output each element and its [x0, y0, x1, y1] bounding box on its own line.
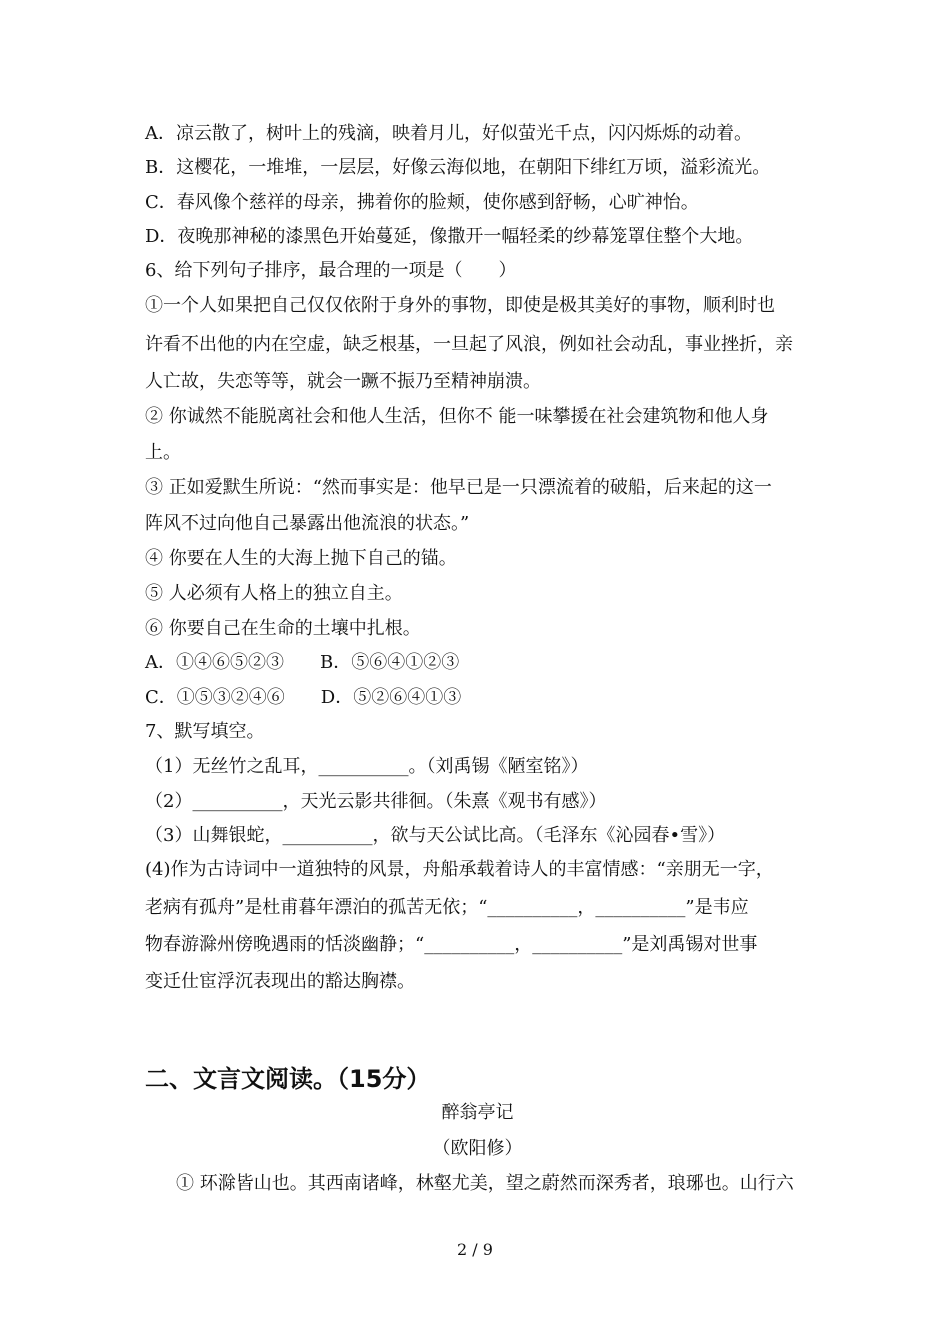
- essay-paragraph-1-line-1: ① 环滁皆山也。其西南诸峰，林壑尤美，望之蔚然而深秀者，琅琊也。山行六: [176, 1173, 794, 1194]
- q7-item-4-line-3: 物春游滁州傍晚遇雨的恬淡幽静；“__________，__________”是刘禹锡对世事: [145, 934, 758, 955]
- q7-item-4-line-2: 老病有孤舟”是杜甫暮年漂泊的孤苦无依；“__________，__________”是韦应: [145, 897, 749, 918]
- q6-options-cd: C．①⑤③②④⑥ D．⑤②⑥④①③: [145, 687, 462, 708]
- q6-sentence-3-line-1: ③ 正如爱默生所说：“然而事实是：他早已是一只漂流着的破船，后来起的这一: [145, 477, 772, 498]
- q6-sentence-6: ⑥ 你要自己在生命的土壤中扎根。: [145, 618, 421, 639]
- q6-sentence-1-line-3: 人亡故，失恋等等，就会一蹶不振乃至精神崩溃。: [145, 371, 541, 392]
- q6-sentence-4: ④ 你要在人生的大海上抛下自己的锚。: [145, 548, 457, 569]
- q7-item-2: （2）__________，天光云影共徘徊。（朱熹《观书有感》）: [145, 791, 607, 812]
- q6-options-ab: A．①④⑥⑤②③ B．⑤⑥④①②③: [145, 652, 460, 673]
- q7-item-3: （3）山舞银蛇，__________，欲与天公试比高。（毛泽东《沁园春•雪》）: [145, 825, 726, 846]
- q6-sentence-1-line-1: ①一个人如果把自己仅仅依附于身外的事物，即使是极其美好的事物，顺利时也: [145, 295, 775, 316]
- q5-option-a: A．凉云散了，树叶上的残滴，映着月儿，好似萤光千点，闪闪烁烁的动着。: [145, 123, 752, 144]
- q5-option-c: C．春风像个慈祥的母亲，拂着你的脸颊，使你感到舒畅，心旷神怡。: [145, 192, 699, 213]
- q6-sentence-3-line-2: 阵风不过向他自己暴露出他流浪的状态。”: [145, 513, 470, 534]
- q7-item-4-line-4: 变迁仕宦浮沉表现出的豁达胸襟。: [145, 971, 415, 992]
- q7-item-1: （1）无丝竹之乱耳，__________。（刘禹锡《陋室铭》）: [145, 756, 589, 777]
- page-number: 2 / 9: [457, 1240, 493, 1259]
- q7-item-4-line-1: (4)作为古诗词中一道独特的风景，舟船承载着诗人的丰富情感：“亲朋无一字，: [145, 859, 774, 880]
- q7-question: 7、默写填空。: [145, 721, 265, 742]
- q5-option-d: D．夜晚那神秘的漆黑色开始蔓延，像撒开一幅轻柔的纱幕笼罩住整个大地。: [145, 226, 754, 247]
- q6-sentence-5: ⑤ 人必须有人格上的独立自主。: [145, 583, 403, 604]
- q5-option-b: B．这樱花，一堆堆，一层层，好像云海似地，在朝阳下绯红万顷，溢彩流光。: [145, 157, 771, 178]
- essay-author: （欧阳修）: [432, 1138, 523, 1159]
- q6-sentence-2-line-1: ② 你诚然不能脱离社会和他人生活，但你不 能一味攀援在社会建筑物和他人身: [145, 406, 769, 427]
- q6-sentence-2-line-2: 上。: [145, 442, 181, 463]
- section-heading: 二、文言文阅读。（15分）: [145, 1065, 431, 1093]
- essay-title: 醉翁亭记: [441, 1102, 514, 1123]
- q6-question: 6、给下列句子排序，最合理的一项是（ ）: [145, 260, 517, 281]
- q6-sentence-1-line-2: 许看不出他的内在空虚，缺乏根基，一旦起了风浪，例如社会动乱，事业挫折，亲: [145, 334, 793, 355]
